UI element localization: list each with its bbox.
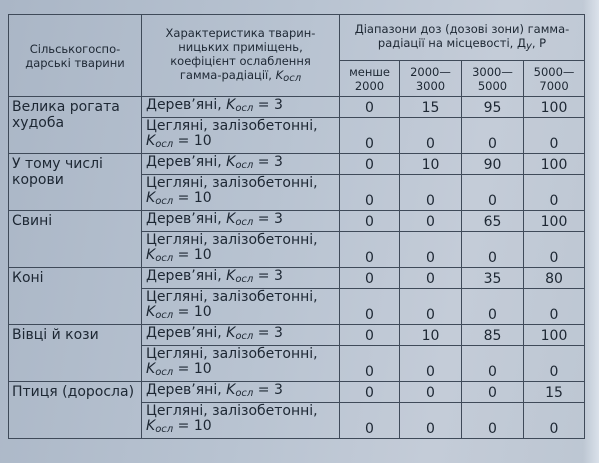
dose-cell: 0	[400, 346, 462, 382]
table-row	[9, 211, 585, 232]
dose-cell: 0	[524, 403, 585, 439]
dose-cell: 10	[400, 154, 462, 175]
building-brick: Цегляні, залізобетонні, $K_{осл} = 10$	[142, 175, 340, 211]
dose-cell: 0	[524, 346, 585, 382]
header-animals: Сільськогоспо- дарські тварини	[9, 15, 142, 97]
dose-cell: 35	[462, 268, 524, 289]
building-brick: Цегляні, залізобетонні, $K_{осл} = 10$	[142, 289, 340, 325]
dose-cell: 0	[340, 268, 400, 289]
dose-cell: 65	[462, 211, 524, 232]
dose-cell: 100	[524, 97, 585, 118]
dose-cell: 0	[462, 403, 524, 439]
dose-cell: 15	[524, 382, 585, 403]
dose-cell: 0	[400, 211, 462, 232]
dose-cell: 0	[400, 403, 462, 439]
building-brick: Цегляні, залізобетонні, $K_{осл} = 10$	[142, 232, 340, 268]
dose-cell: 0	[524, 232, 585, 268]
dose-cell: 0	[400, 175, 462, 211]
dose-cell: 85	[462, 325, 524, 346]
dose-cell: 95	[462, 97, 524, 118]
dose-cell: 0	[400, 289, 462, 325]
building-brick: Цегляні, залізобетонні, $K_{осл} = 10$	[142, 346, 340, 382]
building-wood: Дерев’яні, $K_{осл} = 3$	[142, 154, 340, 175]
dose-cell: 0	[340, 346, 400, 382]
dose-cell: 0	[340, 118, 400, 154]
table-row	[9, 97, 585, 118]
dose-cell: 0	[462, 289, 524, 325]
building-wood: Дерев’яні, $K_{осл} = 3$	[142, 382, 340, 403]
dose-cell: 0	[340, 97, 400, 118]
dose-cell: 0	[462, 346, 524, 382]
dose-cell: 0	[462, 118, 524, 154]
dose-cell: 100	[524, 154, 585, 175]
dose-cell: 0	[340, 289, 400, 325]
radiation-dose-table	[8, 14, 585, 439]
dose-cell: 80	[524, 268, 585, 289]
table-row	[9, 268, 585, 289]
dose-cell: 0	[524, 175, 585, 211]
dose-cell: 0	[524, 289, 585, 325]
animal-name: Вівці й кози	[9, 325, 142, 382]
building-wood: Дерев’яні, $K_{осл} = 3$	[142, 211, 340, 232]
dose-cell: 0	[340, 403, 400, 439]
dose-cell: 0	[340, 382, 400, 403]
table-body	[9, 97, 585, 439]
dose-cell: 0	[400, 118, 462, 154]
dose-cell: 0	[524, 118, 585, 154]
building-wood: Дерев’яні, $K_{осл} = 3$	[142, 325, 340, 346]
dose-cell: 100	[524, 211, 585, 232]
building-wood: Дерев’яні, $K_{осл} = 3$	[142, 97, 340, 118]
dose-cell: 0	[340, 154, 400, 175]
animal-name: Свині	[9, 211, 142, 268]
dose-cell: 0	[340, 232, 400, 268]
table-row	[9, 382, 585, 403]
dose-cell: 0	[340, 325, 400, 346]
dose-cell: 0	[462, 232, 524, 268]
dose-cell: 15	[400, 97, 462, 118]
animal-name: Птиця (доросла)	[9, 382, 142, 439]
dose-cell: 10	[400, 325, 462, 346]
table-row	[9, 154, 585, 175]
dose-cell: 0	[400, 232, 462, 268]
dose-cell: 0	[400, 268, 462, 289]
dose-cell: 0	[340, 211, 400, 232]
header-range-col: 3000— 5000	[462, 61, 524, 97]
header-range-col: менше 2000	[340, 61, 400, 97]
animal-name: У тому числі корови	[9, 154, 142, 211]
dose-cell: 0	[462, 175, 524, 211]
building-brick: Цегляні, залізобетонні, $K_{осл} = 10$	[142, 403, 340, 439]
dose-cell: 100	[524, 325, 585, 346]
dose-cell: 0	[340, 175, 400, 211]
page-edge	[583, 0, 599, 463]
table-row	[9, 325, 585, 346]
header-dose-ranges: Діапазони доз (дозові зони) гамма- радіації на місцевості, Ду, Р	[340, 15, 585, 61]
animal-name: Велика рогата худоба	[9, 97, 142, 154]
animal-name: Коні	[9, 268, 142, 325]
header-characteristics: Характеристика тварин- ницьких приміщень, коефіцієнт ослаблення гамма-радіації, Kосл	[142, 15, 340, 97]
building-brick: Цегляні, залізобетонні, $K_{осл} = 10$	[142, 118, 340, 154]
dose-cell: 0	[462, 382, 524, 403]
building-wood: Дерев’яні, $K_{осл} = 3$	[142, 268, 340, 289]
header-range-col: 5000— 7000	[524, 61, 585, 97]
dose-cell: 0	[400, 382, 462, 403]
header-range-col: 2000— 3000	[400, 61, 462, 97]
dose-cell: 90	[462, 154, 524, 175]
